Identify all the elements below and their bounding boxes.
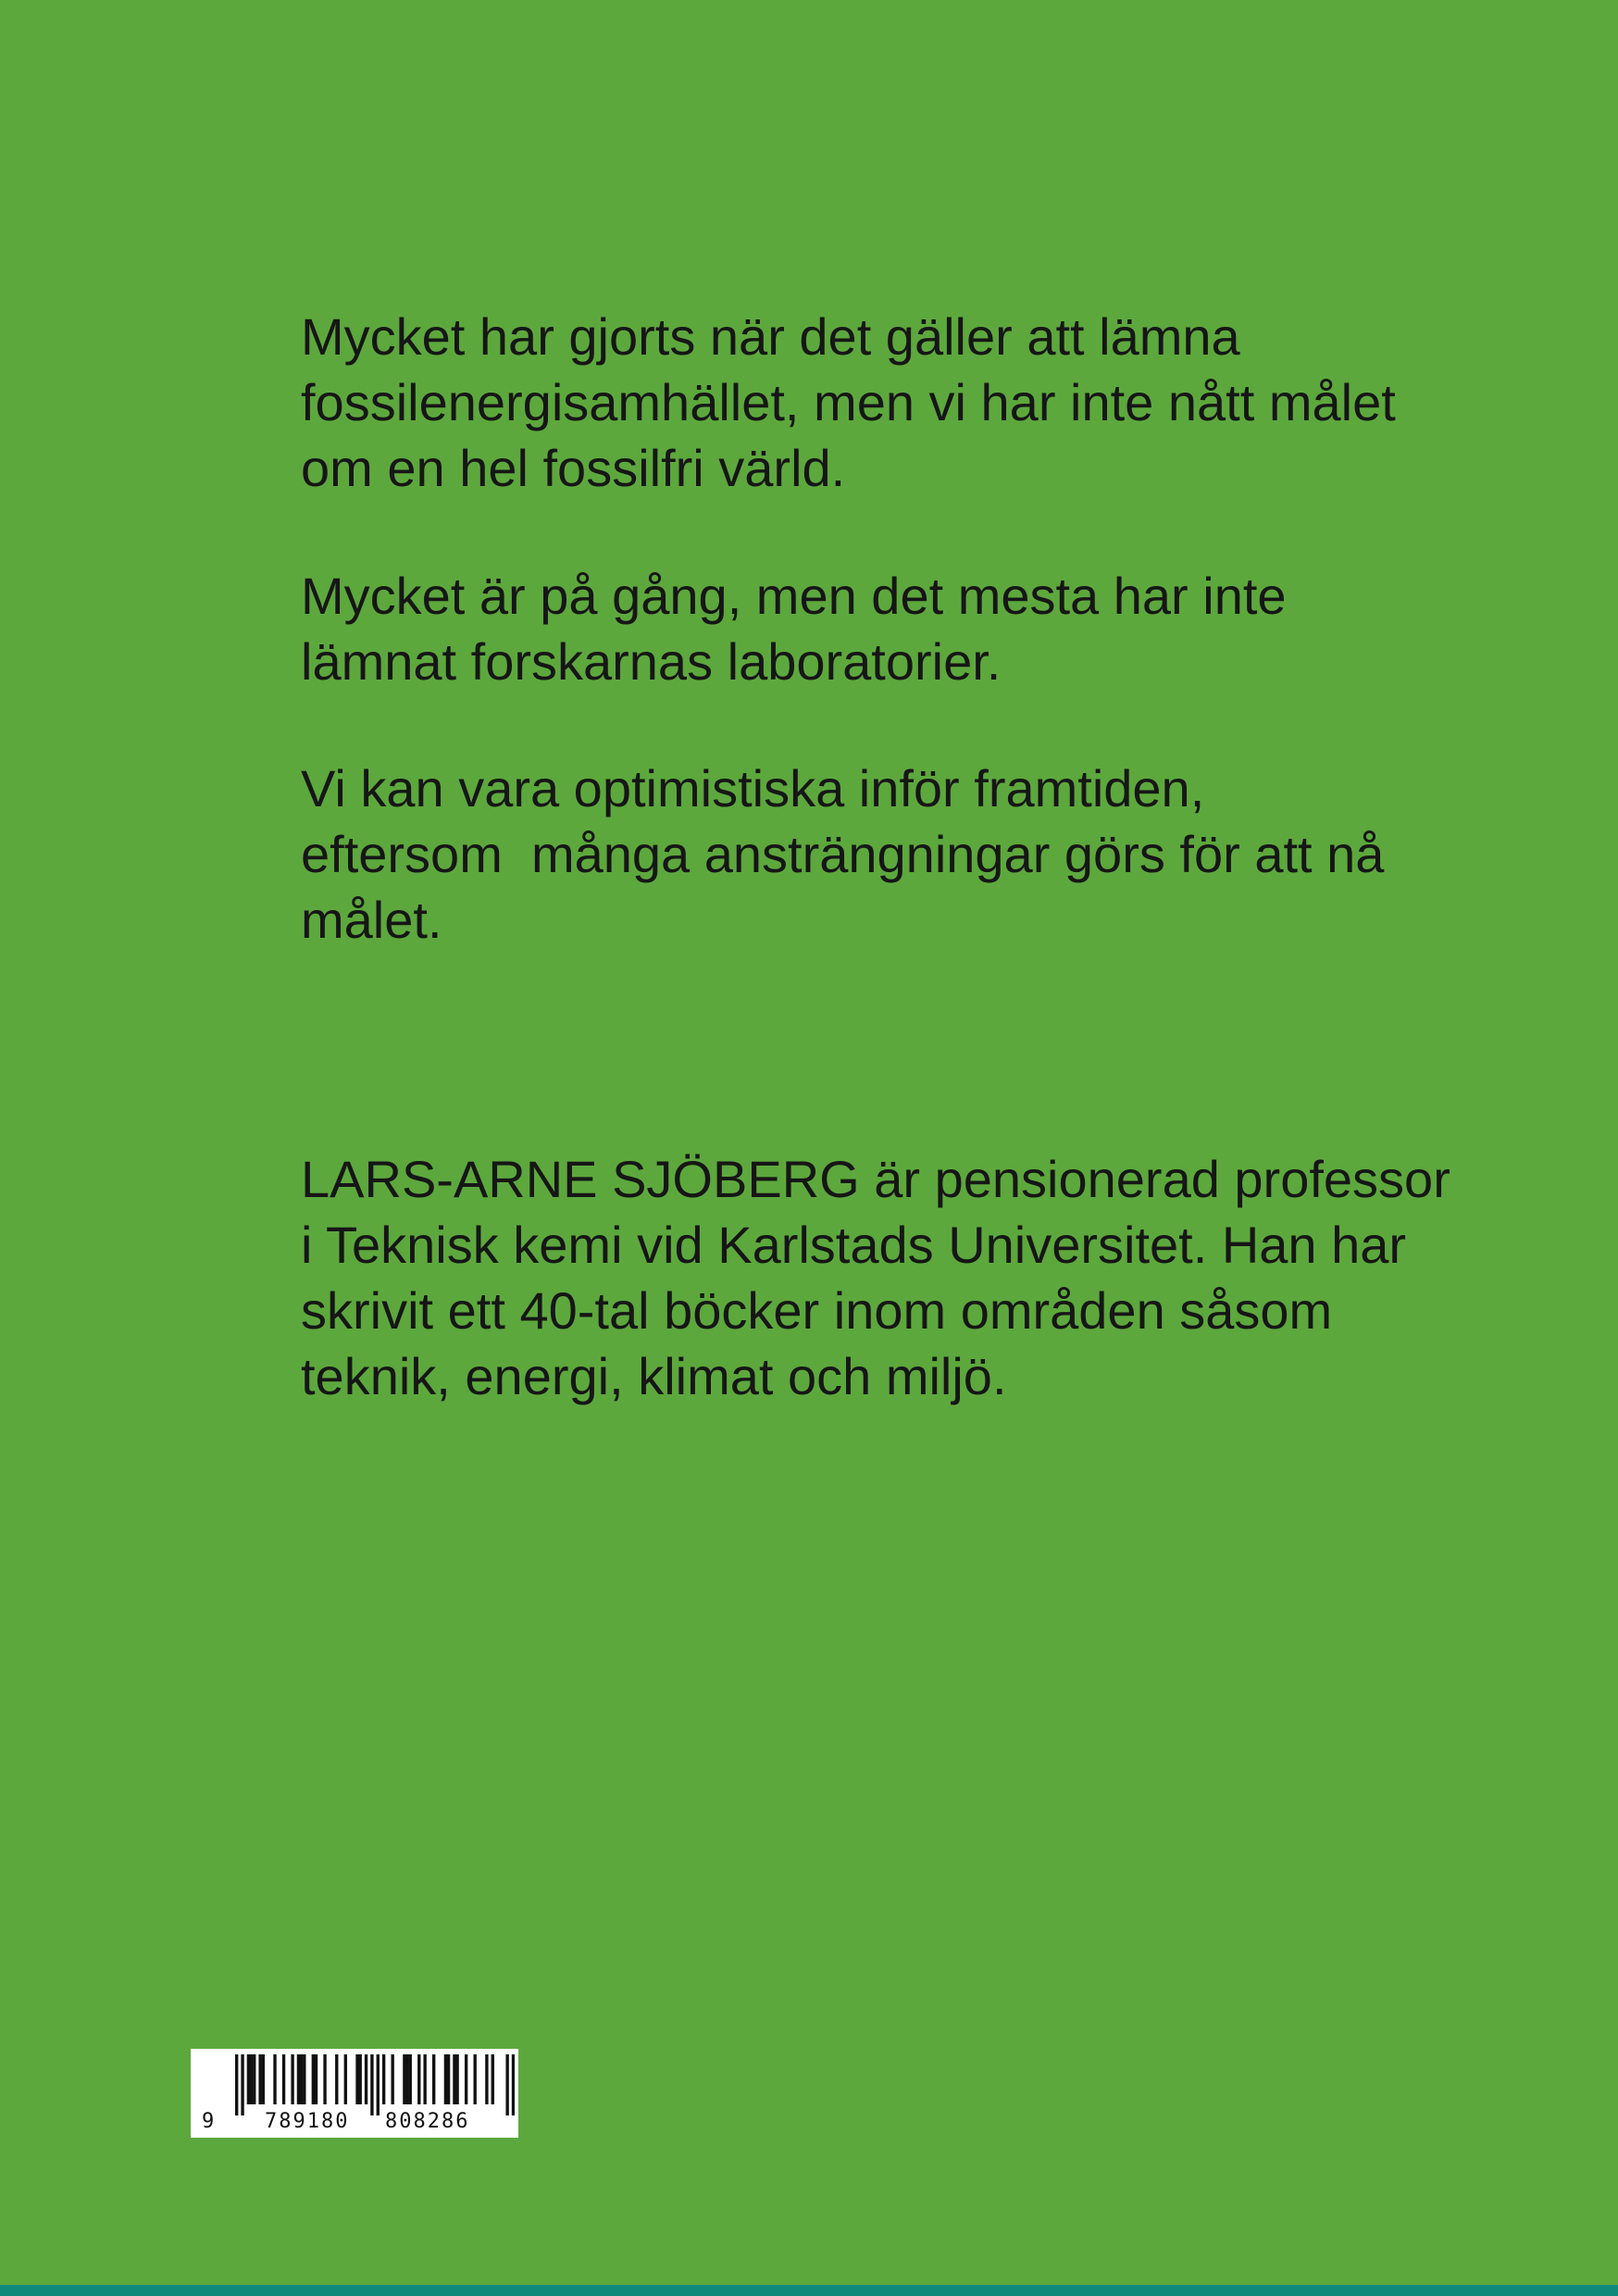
blurb-line: lämnat forskarnas laboratorier. bbox=[301, 632, 1002, 691]
barcode-bar bbox=[312, 2054, 315, 2104]
blurb-line: eftersom många ansträngningar görs för att nå bbox=[301, 825, 1385, 883]
barcode-bar bbox=[405, 2054, 408, 2104]
blurb-line: fossilenergisamhället, men vi har inte nått målet bbox=[301, 373, 1396, 431]
barcode-bar bbox=[250, 2054, 253, 2104]
isbn-right-group: 808286 bbox=[385, 2110, 470, 2133]
barcode-bar bbox=[303, 2054, 305, 2104]
barcode-bar bbox=[485, 2054, 488, 2104]
barcode-bar bbox=[335, 2054, 338, 2104]
author-bio-line: i Teknisk kemi vid Karlstads Universitet. Han har bbox=[301, 1216, 1407, 1274]
barcode-bar bbox=[253, 2054, 255, 2104]
barcode-bar bbox=[262, 2054, 265, 2104]
isbn-first-digit: 9 bbox=[202, 2110, 217, 2133]
barcode-bar bbox=[273, 2054, 276, 2104]
barcode-bar bbox=[391, 2054, 393, 2104]
barcode-bar bbox=[282, 2054, 285, 2104]
blurb-line: målet. bbox=[301, 891, 442, 949]
blurb-line: Vi kan vara optimistiska inför framtiden, bbox=[301, 759, 1205, 817]
barcode-bar bbox=[417, 2054, 420, 2104]
barcode-bar bbox=[423, 2054, 426, 2104]
author-bio-line: skrivit ett 40-tal böcker inom områden såsom bbox=[301, 1281, 1333, 1340]
bottom-color-strip bbox=[0, 2285, 1618, 2296]
barcode-bar bbox=[492, 2054, 494, 2104]
barcode-bar bbox=[453, 2054, 455, 2104]
barcode-bar bbox=[323, 2054, 326, 2104]
blurb-paragraph-2 bbox=[301, 563, 1504, 694]
barcode-bar bbox=[359, 2054, 362, 2104]
barcode-bar bbox=[447, 2054, 450, 2104]
author-bio-line: LARS-ARNE SJÖBERG är pensionerad professor bbox=[301, 1150, 1450, 1208]
barcode-bar bbox=[300, 2054, 303, 2104]
isbn-barcode bbox=[191, 2049, 518, 2138]
barcode-bar bbox=[403, 2054, 405, 2104]
barcode-bar bbox=[444, 2054, 447, 2104]
barcode-bar bbox=[382, 2054, 385, 2104]
barcode-bar bbox=[297, 2054, 300, 2104]
barcode-bar bbox=[247, 2054, 250, 2104]
barcode-bar bbox=[291, 2054, 293, 2104]
isbn-left-group: 789180 bbox=[265, 2110, 350, 2133]
blurb-line: Mycket är på gång, men det mesta har inte bbox=[301, 567, 1287, 625]
barcode-bar bbox=[365, 2054, 367, 2104]
barcode-bar bbox=[258, 2054, 261, 2104]
blurb-line: Mycket har gjorts när det gäller att lämna bbox=[301, 307, 1240, 366]
barcode-bar bbox=[355, 2054, 358, 2104]
barcode-bar bbox=[473, 2054, 476, 2104]
barcode-bar bbox=[455, 2054, 458, 2104]
blurb-paragraph-3 bbox=[301, 755, 1504, 953]
barcode-bar bbox=[344, 2054, 347, 2104]
author-bio-line: teknik, energi, klimat och miljö. bbox=[301, 1347, 1007, 1405]
barcode-bar bbox=[432, 2054, 435, 2104]
author-bio bbox=[301, 1146, 1504, 1409]
blurb-paragraph-1 bbox=[301, 304, 1504, 501]
barcode-digits bbox=[191, 2103, 518, 2136]
blurb-line: om en hel fossilfri värld. bbox=[301, 439, 846, 497]
barcode-bar bbox=[465, 2054, 467, 2104]
barcode-bar bbox=[315, 2054, 317, 2104]
barcode-bar bbox=[409, 2054, 412, 2104]
